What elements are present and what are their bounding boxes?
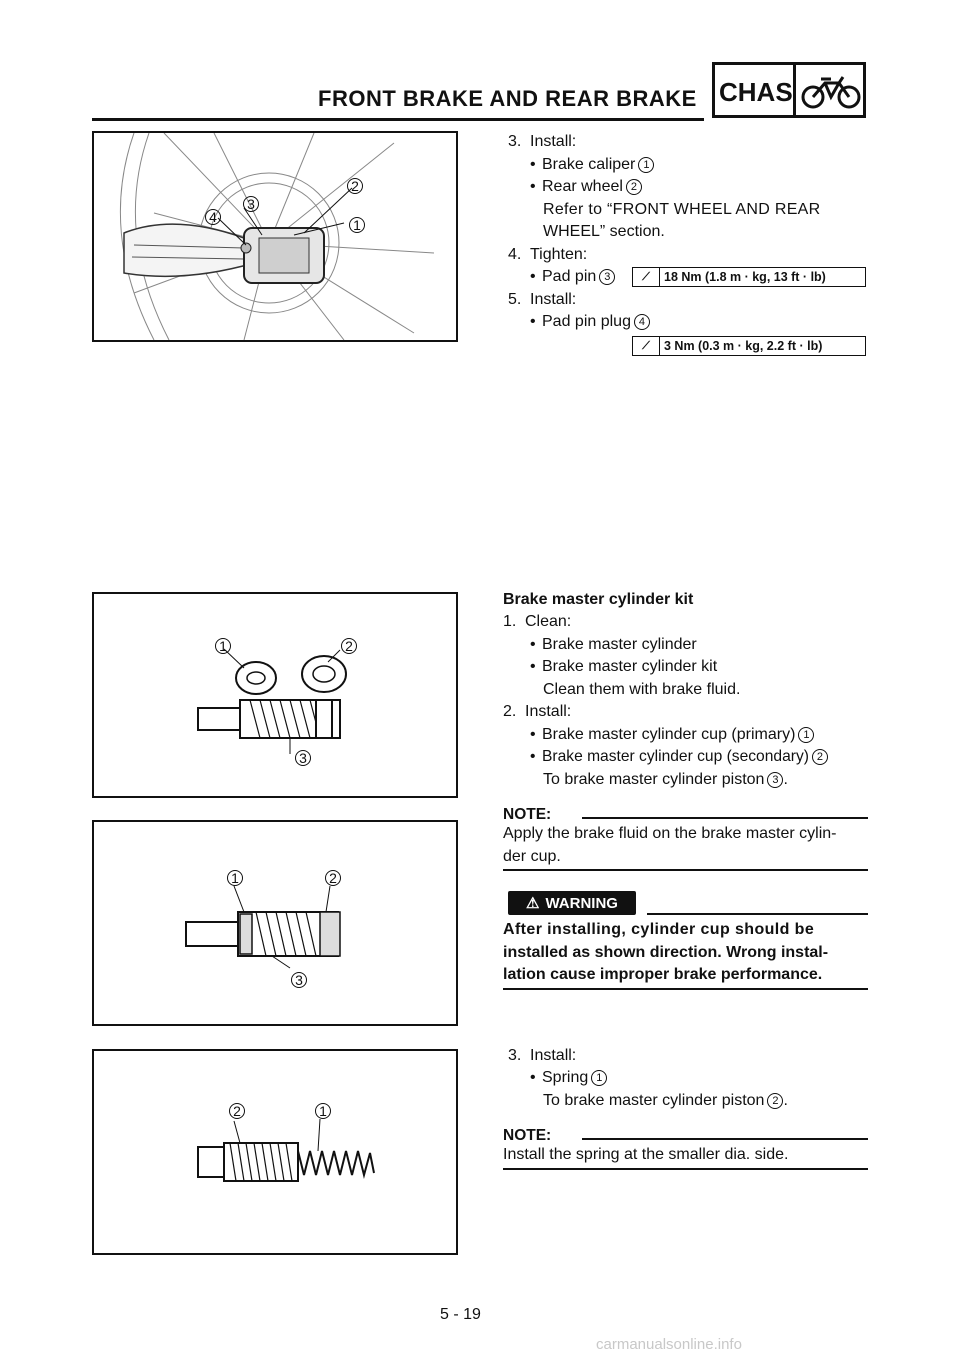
- callout-1: 1: [227, 870, 243, 886]
- warning-line-3: lation cause improper brake performance.: [503, 966, 823, 983]
- ref-3: 3: [599, 269, 615, 285]
- torque-wrench-icon: ⟋: [633, 337, 660, 355]
- callout-3: 3: [291, 972, 307, 988]
- torque-pad-pin: ⟋ 18 Nm (1.8 m · kg, 13 ft · lb): [632, 267, 866, 287]
- ref-1: 1: [638, 157, 654, 173]
- step-3-install: 3. Install:: [508, 133, 577, 150]
- ref-2: 2: [767, 1093, 783, 1109]
- note-rule-top: [582, 817, 868, 819]
- torque-wrench-icon: ⟋: [633, 268, 660, 286]
- ref-2: 2: [812, 749, 828, 765]
- note-rule-bottom: [503, 869, 868, 871]
- callout-1: 1: [349, 217, 365, 233]
- cups-piston-illustration: [94, 594, 456, 796]
- watermark: carmanualsonline.info: [596, 1336, 742, 1353]
- refer-line-1: Refer to “FRONT WHEEL AND REAR: [543, 201, 821, 218]
- to-piston-spring: To brake master cylinder piston 2 .: [543, 1092, 788, 1109]
- section-label: CHAS: [719, 77, 793, 107]
- note2-rule-bottom: [503, 1168, 868, 1170]
- spring-piston-illustration: [94, 1051, 456, 1253]
- callout-4: 4: [205, 209, 221, 225]
- figure-cups-piston: [92, 592, 458, 798]
- item-brake-master-cylinder-kit: • Brake master cylinder kit: [530, 658, 718, 675]
- note-line-2: der cup.: [503, 848, 561, 865]
- step-4-tighten: 4. Tighten:: [508, 246, 588, 263]
- callout-1: 1: [315, 1103, 331, 1119]
- ref-4: 4: [634, 314, 650, 330]
- note2-line-1: Install the spring at the smaller dia. side.: [503, 1146, 789, 1163]
- header-rule: [92, 118, 704, 121]
- warning-line-2: installed as shown direction. Wrong instal-: [503, 944, 829, 961]
- callout-3: 3: [295, 750, 311, 766]
- warning-rule-top: [647, 913, 868, 915]
- item-cup-secondary: • Brake master cylinder cup (secondary) 2: [530, 746, 828, 769]
- note-label: NOTE:: [503, 806, 552, 823]
- to-piston: To brake master cylinder piston 3 .: [543, 771, 788, 788]
- callout-3: 3: [243, 196, 259, 212]
- ref-2: 2: [626, 179, 642, 195]
- refer-line-2: WHEEL” section.: [543, 223, 665, 240]
- ref-3: 3: [767, 772, 783, 788]
- clean-note: Clean them with brake fluid.: [543, 681, 741, 698]
- note-label-2: NOTE:: [503, 1127, 552, 1144]
- figure-spring-piston: [92, 1049, 458, 1255]
- section-heading: Brake master cylinder kit: [503, 591, 694, 608]
- caliper-illustration: [94, 133, 456, 340]
- item-spring: • Spring 1: [530, 1067, 607, 1090]
- item-brake-caliper: • Brake caliper 1: [530, 154, 654, 177]
- callout-2: 2: [229, 1103, 245, 1119]
- callout-1: 1: [215, 638, 231, 654]
- step-1-clean: 1. Clean:: [503, 613, 572, 630]
- warning-line-1: After installing, cylinder cup should be: [503, 921, 815, 938]
- step-3-install-spring: 3. Install:: [508, 1047, 577, 1064]
- note-line-1: Apply the brake fluid on the brake master cylin-: [503, 825, 837, 842]
- warning-icon: ⚠: [526, 895, 540, 912]
- section-badge: [712, 62, 866, 118]
- callout-2: 2: [341, 638, 357, 654]
- step-2-install: 2. Install:: [503, 703, 572, 720]
- item-brake-master-cylinder: • Brake master cylinder: [530, 636, 697, 653]
- badge-divider: [793, 65, 796, 115]
- item-rear-wheel: • Rear wheel 2: [530, 176, 642, 199]
- page-title: FRONT BRAKE AND REAR BRAKE: [318, 86, 697, 111]
- step-5-install: 5. Install:: [508, 291, 577, 308]
- warning-rule-bottom: [503, 988, 868, 990]
- item-pad-pin: • Pad pin 3: [530, 266, 615, 289]
- page-number: 5 - 19: [440, 1306, 481, 1323]
- item-cup-primary: • Brake master cylinder cup (primary) 1: [530, 724, 814, 747]
- torque-pad-pin-plug: ⟋ 3 Nm (0.3 m · kg, 2.2 ft · lb): [632, 336, 866, 356]
- callout-2: 2: [325, 870, 341, 886]
- motorcycle-icon: [799, 69, 863, 113]
- figure-brake-caliper: [92, 131, 458, 342]
- warning-badge: ⚠ WARNING: [508, 891, 636, 915]
- note2-rule-top: [582, 1138, 868, 1140]
- piston-assembly-illustration: [94, 822, 456, 1024]
- item-pad-pin-plug: • Pad pin plug 4: [530, 311, 650, 334]
- figure-piston-assembly: [92, 820, 458, 1026]
- ref-1: 1: [591, 1070, 607, 1086]
- callout-2: 2: [347, 178, 363, 194]
- ref-1: 1: [798, 727, 814, 743]
